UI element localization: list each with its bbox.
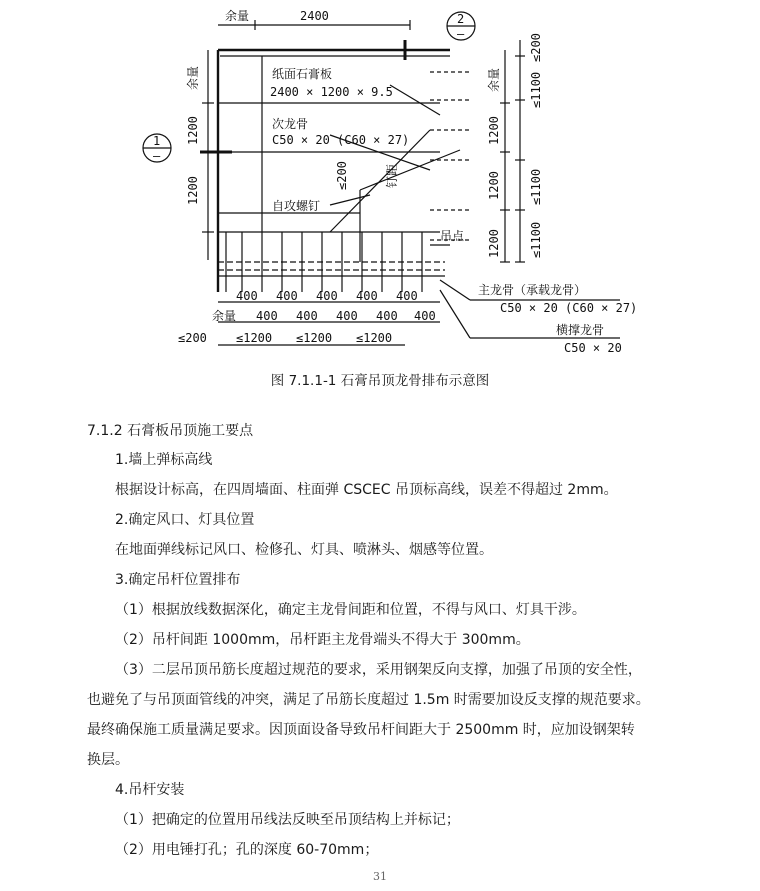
section-heading: 7.1.2 石膏板吊顶施工要点	[87, 423, 254, 439]
nail-spacing-label: 钉距	[385, 163, 399, 188]
bottom-allowance-label: 余量	[212, 309, 237, 323]
bottom-400-row1-5: 400	[396, 289, 418, 303]
item3-p3-line2: 也避免了与吊顶面管线的冲突，满足了吊筋长度超过 1.5m 时需要加设反支撑的规范要求。	[87, 692, 650, 708]
right-le1100-c-label: ≤1100	[529, 221, 543, 258]
secondary-name-label: 次龙骨	[272, 117, 309, 131]
item2-title: 2.确定风口、灯具位置	[115, 512, 255, 528]
item3-p3-line3: 最终确保施工质量满足要求。因顶面设备导致吊杆间距大于 2500mm 时，应加设钢架转	[87, 722, 635, 738]
item1-body: 根据设计标高，在四周墙面、柱面弹 CSCEC 吊顶标高线，误差不得超过 2mm。	[115, 482, 618, 498]
bottom-le1200-3: ≤1200	[356, 331, 393, 345]
allowance-top-label: 余量	[225, 9, 250, 23]
bottom-400-row1-1: 400	[236, 289, 258, 303]
figure-caption: 图 7.1.1-1 石膏吊顶龙骨排布示意图	[270, 373, 490, 389]
section-1-label: 1	[153, 134, 161, 148]
hang-point-label: 吊点	[440, 229, 465, 243]
bottom-400-row1-4: 400	[356, 289, 378, 303]
item3-title: 3.确定吊杆位置排布	[115, 572, 241, 588]
item4-p1: （1）把确定的位置用吊线法反映至吊顶结构上并标记；	[115, 812, 460, 828]
right-1200-c-label: 1200	[487, 229, 501, 258]
bottom-le1200-2: ≤1200	[296, 331, 333, 345]
dim-1200-a-label: 1200	[186, 116, 200, 145]
right-1200-a-label: 1200	[487, 116, 501, 145]
section-2-label: 2	[457, 12, 465, 26]
bottom-400-row2-3: 400	[336, 309, 358, 323]
right-le1100-b-label: ≤1100	[529, 168, 543, 205]
item2-body: 在地面弹线标记风口、检修孔、灯具、喷淋头、烟感等位置。	[115, 542, 493, 558]
right-le200-label: ≤200	[529, 33, 543, 62]
right-1200-b-label: 1200	[487, 171, 501, 200]
bottom-400-row1-2: 400	[276, 289, 298, 303]
main-keel-name-label: 主龙骨（承载龙骨）	[478, 283, 587, 297]
screw-label: 自攻螺钉	[272, 199, 321, 213]
bottom-400-row2-1: 400	[256, 309, 278, 323]
item3-p3-line4: 换层。	[87, 752, 129, 768]
item3-p2: （2）吊杆间距 1000mm，吊杆距主龙骨端头不得大于 300mm。	[115, 632, 530, 648]
right-le1100-a-label: ≤1100	[529, 71, 543, 108]
secondary-size-label: C50 × 20 (C60 × 27)	[272, 133, 410, 147]
le200-mid-label: ≤200	[335, 161, 349, 190]
section-1-dash: —	[153, 149, 161, 163]
item3-p3-line1: （3）二层吊顶吊筋长度超过规范的要求，采用钢架反向支撑，加强了吊顶的安全性，	[115, 662, 642, 678]
bottom-le1200-1: ≤1200	[236, 331, 273, 345]
section-2-dash: —	[457, 27, 465, 41]
item4-p2: （2）用电锤打孔；孔的深度 60-70mm；	[115, 842, 379, 858]
bottom-400-row2-4: 400	[376, 309, 398, 323]
bottom-400-row1-3: 400	[316, 289, 338, 303]
board-size-label: 2400 × 1200 × 9.5	[270, 85, 393, 99]
bottom-le200-label: ≤200	[178, 331, 207, 345]
right-allowance-label: 余量	[487, 67, 501, 92]
page-number: 31	[373, 870, 387, 883]
item4-title: 4.吊杆安装	[115, 782, 185, 798]
item3-p1: （1）根据放线数据深化，确定主龙骨间距和位置，不得与风口、灯具干涉。	[115, 602, 586, 618]
cross-keel-name-label: 横撑龙骨	[556, 323, 605, 337]
item1-title: 1.墙上弹标高线	[115, 452, 213, 468]
width-top-label: 2400	[300, 9, 329, 23]
dim-1200-b-label: 1200	[186, 176, 200, 205]
bottom-400-row2-2: 400	[296, 309, 318, 323]
board-name-label: 纸面石膏板	[272, 67, 333, 81]
bottom-400-row2-5: 400	[414, 309, 436, 323]
allowance-left-label: 余量	[186, 65, 200, 90]
ceiling-keel-diagram	[0, 0, 760, 360]
main-keel-size-label: C50 × 20 (C60 × 27)	[500, 301, 638, 315]
cross-keel-size-label: C50 × 20	[564, 341, 622, 355]
